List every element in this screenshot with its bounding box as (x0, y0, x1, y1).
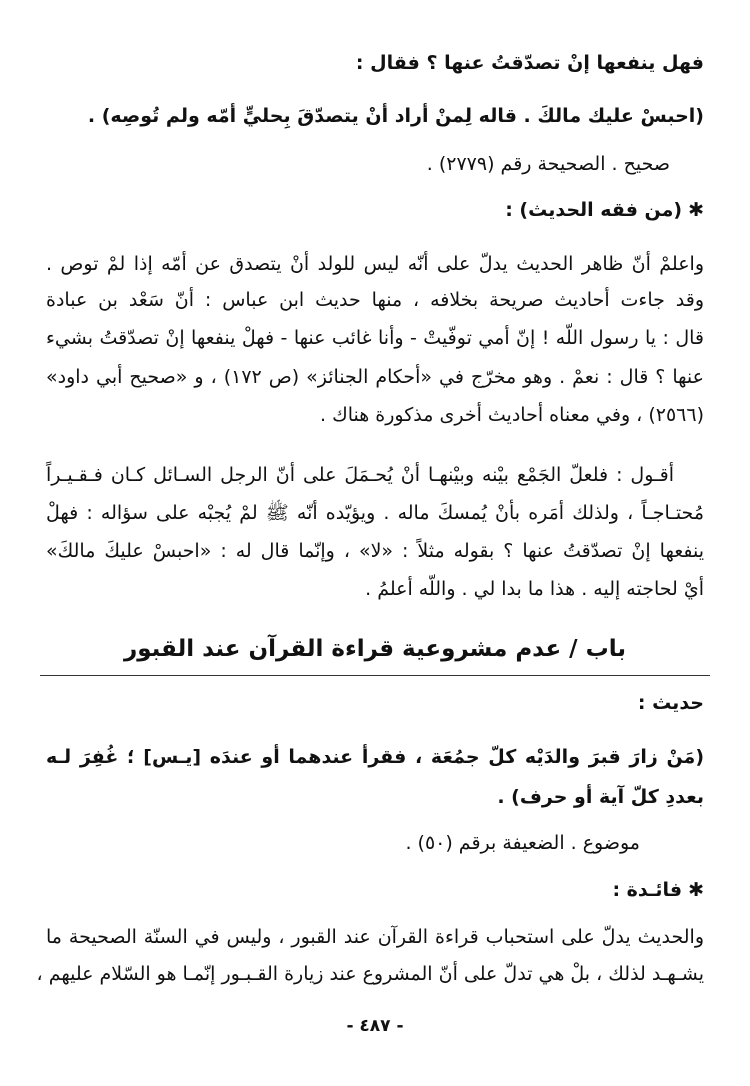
paragraph-line: مُحتـاجـاً ، ولذلك أمَره بأنْ يُمسكَ ماله . ويؤيّده أنّه ﷺ لمْ يُجبْه على سؤاله : فهلْ (46, 502, 704, 524)
benefit-label: فائـدة : (612, 879, 683, 901)
grading-line: موضوع . الضعيفة برقم (٥٠) . (405, 832, 640, 854)
paragraph-line: والحديث يدلّ على استحباب قراءة القرآن عند القبور ، وليس في السنّة الصحيحة ما (46, 926, 704, 948)
paragraph-line: وقد جاءت أحاديث صريحة بخلافه ، منها حديث ابن عباس : أنّ سَعْد بن عبادة (46, 289, 704, 311)
title-divider (40, 675, 710, 676)
asterisk-icon: ✱ (688, 879, 704, 901)
benefit-heading (46, 875, 704, 905)
section-heading-fiqh (46, 195, 704, 225)
page-number: - ٤٨٧ - (346, 1016, 404, 1036)
chapter-title: باب / عدم مشروعية قراءة القرآن عند القبور (124, 636, 626, 662)
paragraph-line: (٢٥٦٦) ، وفي معناه أحاديث أخرى مذكورة هناك . (319, 404, 704, 426)
grading-line: صحيح . الصحيحة رقم (٢٧٧٩) . (426, 153, 670, 175)
paragraph-line: واعلمْ أنّ ظاهر الحديث يدلّ على أنّه ليس للولد أنْ يتصدق عن أمّه إذا لمْ توص . (46, 253, 704, 275)
paragraph-line: أيْ لحاجته إليه . هذا ما بدا لي . واللّه أعلمُ . (365, 578, 704, 600)
asterisk-icon: ✱ (688, 199, 704, 221)
hadith-text-line: (احبسْ عليك مالكَ . قاله لِمنْ أراد أنْ يتصدّقَ بِحليٍّ أمّه ولم تُوصِه) . (87, 105, 704, 127)
hadith-label: حديث : (637, 692, 704, 714)
paragraph-line: قال : يا رسول اللّه ! إنّ أمي توفّيتْ - وأنا غائب عنها - فهلْ ينفعها إنْ تصدّقتُ بشيء (46, 327, 704, 349)
section-heading-label: (من فقه الحديث) : (505, 199, 683, 221)
text-line-question: فهل ينفعها إنْ تصدّقتُ عنها ؟ فقال : (355, 52, 704, 74)
hadith-text-line: بعددِ كلّ آية أو حرف) . (497, 786, 704, 808)
paragraph-line: ينفعها إنْ تصدّقتُ عنها ؟ بقوله مثلاً : «لا» ، وإنّما قال له : «احبسْ عليكَ مالكَ» (46, 540, 704, 562)
paragraph-line: يشـهـد لذلك ، بلْ هي تدلّ على أنّ المشروع عند زيارة القـبـور إنّمـا هو السّلام عليهم ، (36, 963, 704, 985)
paragraph-line: أقـول : فلعلّ الجَمْع بيْنه وبيْنهـا أنْ يُحـمَلَ على أنّ الرجل السـائل كـان فـقـيـراً (46, 464, 674, 486)
hadith-text-line: (مَنْ زارَ قبرَ والدَيْه كلّ جمُعَة ، فقرأ عندهما أو عندَه [يـس] ؛ غُفِرَ لـه (46, 746, 704, 768)
paragraph-line: عنها ؟ قال : نعمْ . وهو مخرّج في «أحكام الجنائز» (ص ١٧٢) ، و «صحيح أبي داود» (46, 366, 705, 388)
